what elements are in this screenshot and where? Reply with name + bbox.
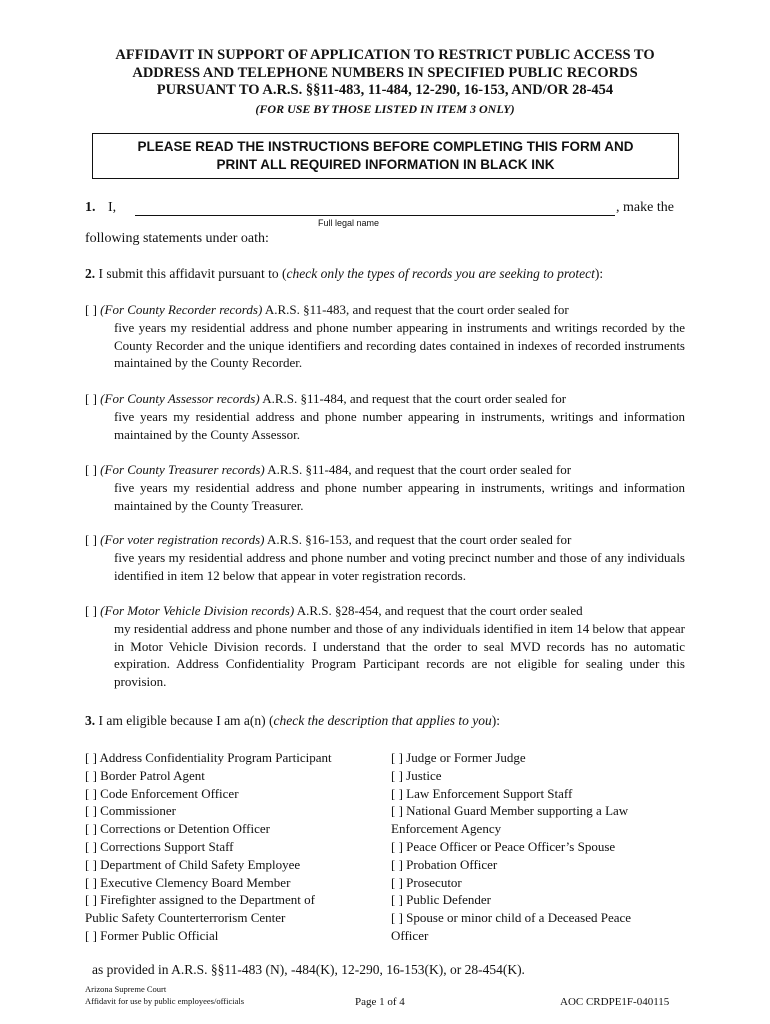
option-county-assessor: [85, 390, 685, 443]
checkbox-county-treasurer[interactable]: [ ]: [85, 462, 97, 477]
item-3-lead-end: ):: [491, 713, 500, 728]
eligibility-deceased-peace-spouse[interactable]: [ ] Spouse or minor child of a Deceased Peace: [391, 910, 632, 926]
option-county-assessor-text: five years my residential address and phone number appearing in instruments, writings and information maintained by the County Assessor.: [114, 408, 685, 442]
notice-line-2: PRINT ALL REQUIRED INFORMATION IN BLACK INK: [216, 157, 555, 172]
option-county-treasurer: [85, 461, 685, 514]
instructions-notice-box: [92, 133, 679, 179]
eligibility-law-enforcement-support[interactable]: [ ] Law Enforcement Support Staff: [391, 785, 573, 801]
option-motor-vehicle-first-line: A.R.S. §28-454, and request that the court order sealed: [294, 603, 583, 618]
form-code: AOC CRDPE1F-040115: [560, 996, 670, 1008]
eligibility-probation-officer[interactable]: [ ] Probation Officer: [391, 856, 498, 872]
option-county-assessor-first-line: A.R.S. §11-484, and request that the court order sealed for: [259, 391, 567, 406]
full-legal-name-caption: Full legal name: [318, 218, 380, 228]
item-1-prefix: I,: [108, 200, 117, 215]
eligibility-peace-officer[interactable]: [ ] Peace Officer or Peace Officer’s Spouse: [391, 838, 616, 854]
page-number: Page 1 of 4: [355, 996, 405, 1008]
item-3-lead-text: I am eligible because I am a(n) (: [98, 713, 274, 728]
title-line-1: AFFIDAVIT IN SUPPORT OF APPLICATION TO RESTRICT PUBLIC ACCESS TO: [115, 47, 655, 63]
eligibility-code-enforcement[interactable]: [ ] Code Enforcement Officer: [85, 785, 239, 801]
checkbox-voter-registration[interactable]: [ ]: [85, 532, 97, 547]
eligibility-public-defender[interactable]: [ ] Public Defender: [391, 892, 491, 908]
eligibility-border-patrol[interactable]: [ ] Border Patrol Agent: [85, 767, 205, 783]
eligibility-clemency-board[interactable]: [ ] Executive Clemency Board Member: [85, 874, 291, 890]
form-title: [60, 47, 710, 100]
option-county-treasurer-first-line: A.R.S. §11-484, and request that the court order sealed for: [264, 462, 572, 477]
option-voter-registration: [85, 531, 685, 584]
item-2-lead-end: ):: [594, 266, 604, 281]
option-voter-registration-first-line: A.R.S. §16-153, and request that the court order sealed for: [264, 532, 572, 547]
eligibility-national-guard-cont: Enforcement Agency: [391, 821, 502, 837]
option-motor-vehicle-text: my residential address and phone number and those of any individuals identified in item 14 below that appear in Motor Vehicle Division records. I understand that the order to seal MVD records has no automatic expiration. Address Confidentiality Program Participant records are not eligible for sealing under this provision.: [114, 620, 685, 690]
option-county-recorder-text: five years my residential address and phone number appearing in instruments and writings recorded by the County Recorder and the unique identifiers and recording dates contained in indexes of recorded instruments maintained by the County Recorder.: [114, 319, 685, 371]
option-county-assessor-label: (For County Assessor records): [100, 391, 260, 406]
eligibility-corrections-officer[interactable]: [ ] Corrections or Detention Officer: [85, 821, 270, 837]
eligibility-commissioner[interactable]: [ ] Commissioner: [85, 803, 176, 819]
item-3-closing: as provided in A.R.S. §§11-483 (N), -484(K), 12-290, 16-153(K), or 28-454(K).: [92, 962, 525, 977]
option-county-recorder-first-line: A.R.S. §11-483, and request that the court order sealed for: [262, 302, 569, 317]
option-motor-vehicle-label: (For Motor Vehicle Division records): [100, 603, 295, 618]
option-voter-registration-text: five years my residential address and phone number and voting precinct number and those of any individuals identified in item 12 below that appear in voter registration records.: [114, 549, 685, 583]
option-county-recorder: [85, 301, 685, 372]
item-1-number: 1.: [85, 200, 96, 215]
item-1-suffix: , make the: [616, 200, 674, 215]
eligibility-firefighter[interactable]: [ ] Firefighter assigned to the Department of: [85, 892, 315, 908]
eligibility-child-safety[interactable]: [ ] Department of Child Safety Employee: [85, 856, 301, 872]
item-2-lead-italic: check only the types of records you are seeking to protect: [286, 266, 595, 281]
checkbox-county-recorder[interactable]: [ ]: [85, 302, 97, 317]
eligibility-corrections-support[interactable]: [ ] Corrections Support Staff: [85, 838, 234, 854]
eligibility-acp-participant[interactable]: [ ] Address Confidentiality Program Participant: [85, 750, 332, 765]
option-county-recorder-label: (For County Recorder records): [100, 302, 263, 317]
eligibility-justice[interactable]: [ ] Justice: [391, 767, 442, 783]
notice-line-1: PLEASE READ THE INSTRUCTIONS BEFORE COMPLETING THIS FORM AND: [137, 139, 634, 154]
form-subtitle: (FOR USE BY THOSE LISTED IN ITEM 3 ONLY): [255, 102, 515, 116]
item-2-lead: [85, 266, 603, 282]
item-3-number: 3.: [85, 713, 96, 728]
item-3-lead-italic: check the description that applies to you: [273, 713, 492, 728]
item-1-continuation: following statements under oath:: [85, 231, 269, 246]
footer-court: Arizona Supreme Court: [85, 984, 167, 994]
eligibility-right-column: [391, 749, 631, 945]
footer-left: [85, 983, 244, 1007]
eligibility-judge[interactable]: [ ] Judge or Former Judge: [391, 750, 526, 765]
item-3-lead: [85, 713, 500, 729]
checkbox-county-assessor[interactable]: [ ]: [85, 391, 97, 406]
footer-purpose: Affidavit for use by public employees/officials: [85, 996, 245, 1006]
option-motor-vehicle: [85, 602, 685, 691]
eligibility-prosecutor[interactable]: [ ] Prosecutor: [391, 874, 462, 890]
eligibility-left-column: [85, 749, 332, 945]
full-legal-name-field[interactable]: [135, 215, 615, 216]
title-line-3: PURSUANT TO A.R.S. §§11-483, 11-484, 12-290, 16-153, AND/OR 28-454: [156, 82, 614, 98]
item-1: [85, 198, 685, 222]
eligibility-national-guard[interactable]: [ ] National Guard Member supporting a Law: [391, 803, 629, 819]
option-county-treasurer-label: (For County Treasurer records): [100, 462, 265, 477]
option-voter-registration-label: (For voter registration records): [100, 532, 265, 547]
option-county-treasurer-text: five years my residential address and phone number appearing in instruments, writings and information maintained by the County Treasurer.: [114, 479, 685, 513]
checkbox-motor-vehicle[interactable]: [ ]: [85, 603, 97, 618]
eligibility-firefighter-cont: Public Safety Counterterrorism Center: [85, 910, 286, 926]
item-2-lead-text: I submit this affidavit pursuant to (: [98, 266, 287, 281]
title-line-2: ADDRESS AND TELEPHONE NUMBERS IN SPECIFIED PUBLIC RECORDS: [132, 64, 638, 81]
eligibility-former-official[interactable]: [ ] Former Public Official: [85, 927, 219, 943]
item-2-number: 2.: [85, 266, 96, 281]
eligibility-deceased-peace-cont: Officer: [391, 927, 429, 943]
